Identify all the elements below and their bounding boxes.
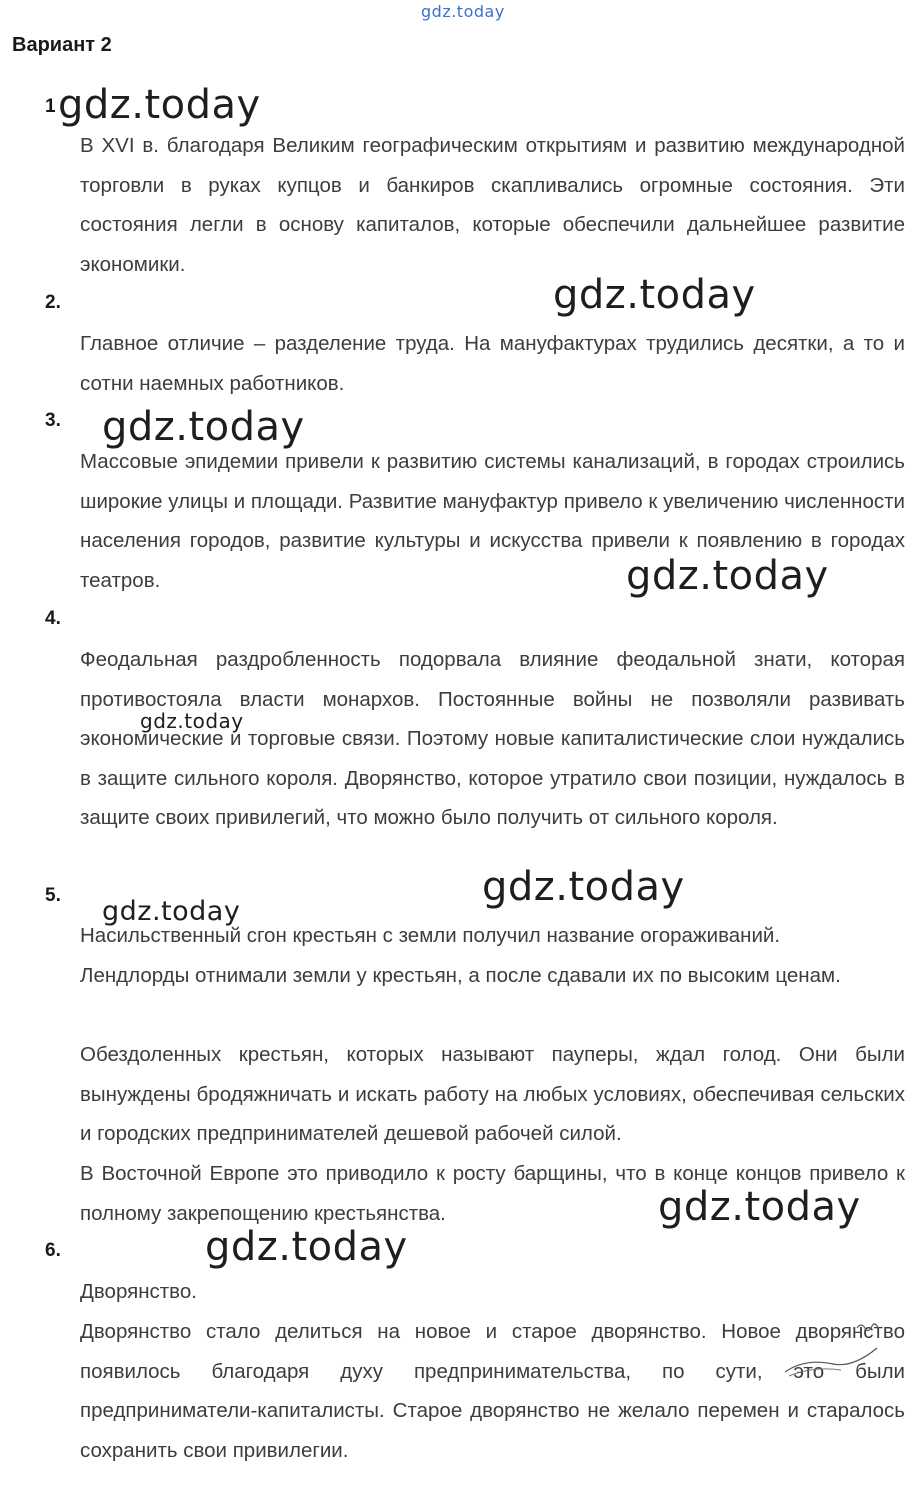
watermark: gdz.today [205,1224,408,1270]
section-1-paragraph-1: В XVI в. благодаря Великим географическим открытиям и развитию международной торговли в руках купцов и банкиров скапливались огромные состояния. Эти состояния легли в основу капиталов, которые обеспечили дальнейшее развитие экономики. [80,134,905,276]
section-number-4: 4. [45,608,61,629]
watermark: gdz.today [140,709,244,733]
section-3-paragraph-1: Массовые эпидемии привели к развитию системы канализаций, в городах строились широкие улицы и площади. Развитие мануфактур привело к увеличению численности населения городов, развитие культуры и искусства привели к появлению в городах театров. [80,450,905,592]
handwritten-scribble [785,1320,905,1380]
section-number-1: 1 [45,96,56,117]
watermark: gdz.today [102,404,305,450]
section-5-paragraph-1: Насильственный сгон крестьян с земли получил название огораживаний. [80,924,781,947]
section-5-paragraph-4: В Восточной Европе это приводило к росту барщины, что в конце концов привело к полному закрепощению крестьянства. [80,1162,905,1225]
section-number-5: 5. [45,885,61,906]
watermark: gdz.today [553,272,756,318]
section-6-paragraph-1: Дворянство. [80,1280,197,1303]
section-4-paragraph-1: Феодальная раздробленность подорвала влияние феодальной знати, которая противостояла власти монархов. Постоянные войны не позволяли развивать экономические и торговые связи. Поэтому новые капиталистические слои нуждались в защите сильного короля. Дворянство, которое утратило свои позиции, нуждалось в защите своих привилегий, что можно было получить от сильного короля. [80,648,905,829]
variant-heading: Вариант 2 [12,34,112,56]
watermark: gdz.today [482,864,685,910]
watermark: gdz.today [58,82,261,128]
section-6-paragraph-2: Дворянство стало делиться на новое и старое дворянство. Новое дворянство появилось благодаря духу предпринимательства, по сути, это были предприниматели-капиталисты. Старое дворянство не желало перемен и старалось сохранить свои привилегии. [80,1320,905,1462]
watermark-top: gdz.today [421,2,505,21]
section-number-3: 3. [45,410,61,431]
watermark: gdz.today [658,1184,861,1230]
watermark: gdz.today [626,553,829,599]
section-2-paragraph-1: Главное отличие – разделение труда. На мануфактурах трудились десятки, а то и сотни наемных работников. [80,332,905,395]
watermark: gdz.today [102,896,241,927]
section-5-paragraph-2: Лендлорды отнимали земли у крестьян, а после сдавали их по высоким ценам. [80,964,841,987]
section-number-2: 2. [45,292,61,313]
section-5-paragraph-3: Обездоленных крестьян, которых называют пауперы, ждал голод. Они были вынуждены бродяжничать и искать работу на любых условиях, обеспечивая сельских и городских предпринимателей дешевой рабочей силой. [80,1043,905,1145]
section-number-6: 6. [45,1240,61,1261]
